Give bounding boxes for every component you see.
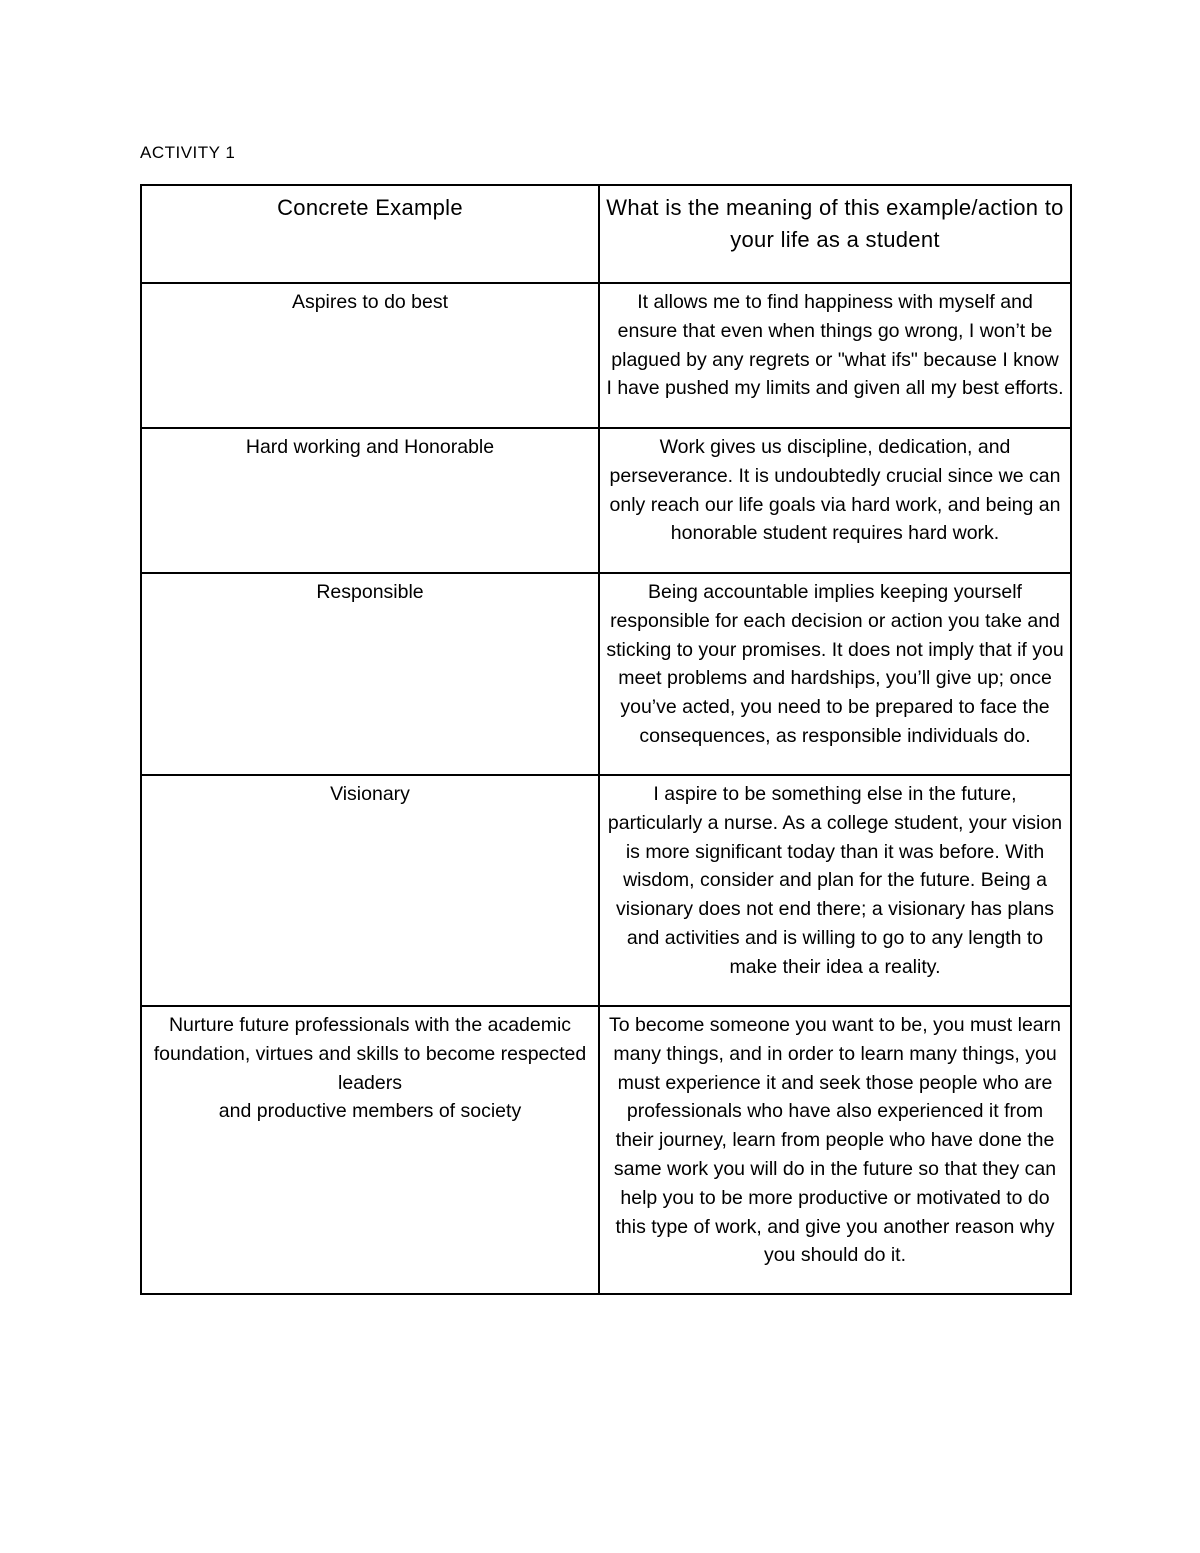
header-concrete-example: Concrete Example [141, 185, 599, 283]
meaning-cell: Work gives us discipline, dedication, and perseverance. It is undoubtedly crucial since we can only reach our life goals via hard work, and being an honorable student requires hard work. [599, 428, 1071, 573]
meaning-cell: To become someone you want to be, you must learn many things, and in order to learn many things, you must experience it and seek those people who are professionals who have also experienced it from their journey, learn from people who have done the same work you will do in the future so that they can help you to be more productive or motivated to do this type of work, and give you another reason why you should do it. [599, 1006, 1071, 1294]
meaning-cell: It allows me to find happiness with myself and ensure that even when things go wrong, I won’t be plagued by any regrets or "what ifs" because I know I have pushed my limits and given all my best efforts. [599, 283, 1071, 428]
example-cell: Hard working and Honorable [141, 428, 599, 573]
table-row [141, 775, 1071, 1006]
header-meaning: What is the meaning of this example/action to your life as a student [599, 185, 1071, 283]
activity-table [140, 184, 1072, 1295]
example-cell: Visionary [141, 775, 599, 1006]
activity-title: ACTIVITY 1 [140, 143, 236, 162]
example-cell: Nurture future professionals with the academic foundation, virtues and skills to become respected leaders and productive members of society [141, 1006, 599, 1294]
table-row [141, 283, 1071, 428]
example-cell: Responsible [141, 573, 599, 775]
example-cell: Aspires to do best [141, 283, 599, 428]
table-row [141, 428, 1071, 573]
table-header-row [141, 185, 1071, 283]
table-row [141, 1006, 1071, 1294]
table-row [141, 573, 1071, 775]
meaning-cell: I aspire to be something else in the future, particularly a nurse. As a college student, your vision is more significant today than it was before. With wisdom, consider and plan for the future. Being a visionary does not end there; a visionary has plans and activities and is willing to go to any length to make their idea a reality. [599, 775, 1071, 1006]
meaning-cell: Being accountable implies keeping yourself responsible for each decision or action you take and sticking to your promises. It does not imply that if you meet problems and hardships, you’ll give up; once you’ve acted, you need to be prepared to face the consequences, as responsible individuals do. [599, 573, 1071, 775]
